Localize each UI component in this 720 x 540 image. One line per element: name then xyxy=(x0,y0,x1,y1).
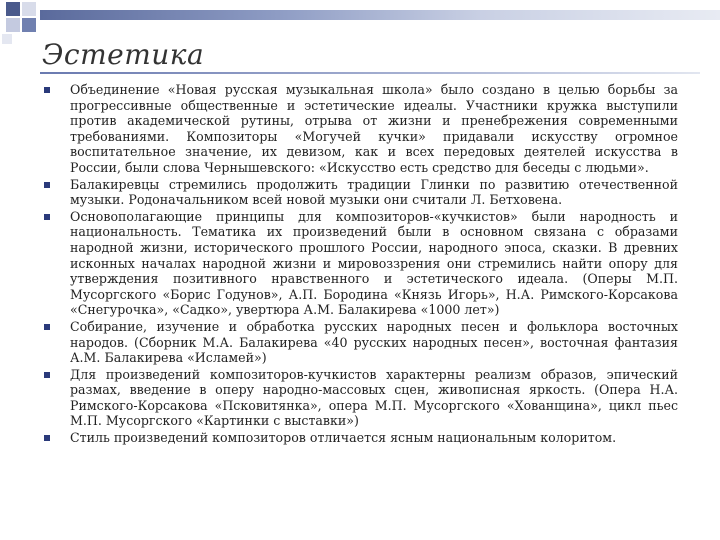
bullet-list xyxy=(38,82,678,447)
decor-square xyxy=(22,2,36,16)
square-bullet-icon xyxy=(44,324,50,330)
square-bullet-icon xyxy=(44,214,50,220)
list-item-text: Стиль произведений композиторов отличается ясным национальным колоритом. xyxy=(70,430,617,446)
square-bullet-icon xyxy=(44,87,50,93)
list-item-text: Для произведений композиторов-кучкистов характерны реализм образов, эпический размах, введение в оперу народно-массовых сцен, живописная яркость. (Опера Н.А. Римского-Корсакова «Псковитянка», опера М.П. Мусоргского «Хованщина», цикл пьес М.П. Мусоргского «Картинки с выставки») xyxy=(70,366,678,429)
header-band xyxy=(40,10,720,20)
list-item xyxy=(38,177,678,208)
list-item xyxy=(38,367,678,429)
list-item xyxy=(38,319,678,366)
title-underline xyxy=(40,72,700,74)
square-bullet-icon xyxy=(44,372,50,378)
decor-square xyxy=(2,34,12,44)
list-item-text: Собирание, изучение и обработка русских народных песен и фольклора восточных народов. (Сборник М.А. Балакирева «40 русских народных песен», восточная фантазия А.М. Балакирева «Исламей») xyxy=(70,318,678,366)
square-bullet-icon xyxy=(44,182,50,188)
list-item xyxy=(38,209,678,318)
decor-square xyxy=(6,18,20,32)
slide-title: Эстетика xyxy=(42,38,205,71)
list-item-text: Основополагающие принципы для композиторов-«кучкистов» были народность и национальность. Тематика их произведений были в основном связана с образами народной жизни, исторического прошлого России, народного эпоса, сказки. В древних исконных началах народной жизни и мировоззрения они стремились найти опору для утверждения позитивного нравственного и эстетического идеала. (Оперы М.П. Мусоргского «Борис Годунов», А.П. Бородина «Князь Игорь», Н.А. Римского-Корсакова «Снегурочка», «Садко», увертюра А.М. Балакирева «1000 лет») xyxy=(70,208,678,318)
list-item-text: Объединение «Новая русская музыкальная школа» было создано в целью борьбы за прогрессивные общественные и эстетические идеалы. Участники кружка выступили против академической рутины, отрыва от жизни и пренебрежения современными требованиями. Композиторы «Могучей кучки» придавали искусству огромное воспитательное значение, их девизом, как и всех передовых деятелей искусства в России, были слова Чернышевского: «Искусство есть средство для беседы с людьми». xyxy=(70,82,678,175)
decor-square xyxy=(22,18,36,32)
list-item xyxy=(38,82,678,176)
list-item-text: Балакиревцы стремились продолжить традиции Глинки по развитию отечественной музыки. Родоначальником всей новой музыки они считали Л. Бетховена. xyxy=(70,176,678,208)
list-item xyxy=(38,430,678,446)
square-bullet-icon xyxy=(44,435,50,441)
decor-square xyxy=(6,2,20,16)
